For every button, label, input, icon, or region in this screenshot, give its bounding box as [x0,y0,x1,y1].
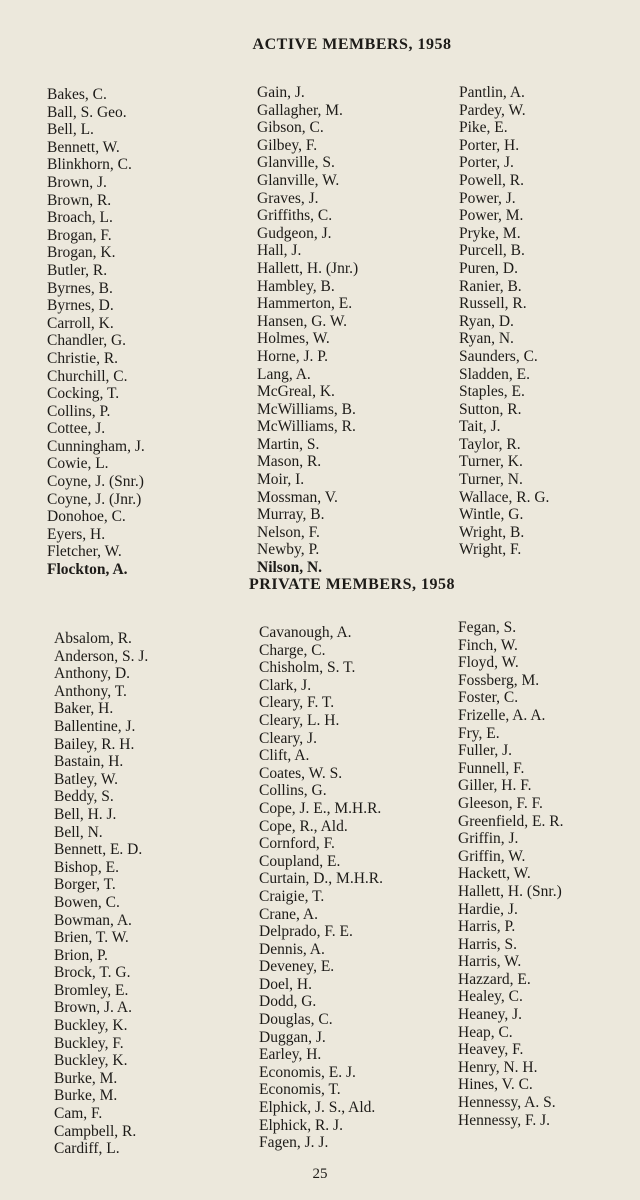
member-name: Wintle, G. [459,506,524,524]
member-name: Ryan, N. [459,330,514,348]
active-members-column-1 [47,86,145,579]
member-name: Cope, R., Ald. [259,817,348,835]
member-name: Healey, C. [458,988,523,1006]
member-name: Nilson, N. [257,559,323,577]
member-name: Elphick, J. S., Ald. [259,1099,376,1117]
active-members-heading: ACTIVE MEMBERS, 1958 [252,36,452,53]
member-name: Cleary, J. [259,729,317,747]
member-name: Hazzard, E. [458,970,531,988]
active-members-column-2 [257,84,358,577]
member-name: Turner, K. [459,453,523,471]
member-name: Coupland, E. [259,852,341,870]
member-name: Buckley, F. [54,1034,124,1052]
member-name: Lang, A. [257,365,311,383]
member-name: Gleeson, F. F. [458,794,543,812]
member-name: Delprado, F. E. [259,923,353,941]
member-name: Heap, C. [458,1023,513,1041]
member-name: Fagen, J. J. [259,1134,329,1152]
member-name: Griffin, J. [458,830,519,848]
member-name: Buckley, K. [54,1052,128,1070]
member-name: Crane, A. [259,905,318,923]
member-name: Coates, W. S. [259,764,343,782]
member-name: Charge, C. [259,641,326,659]
member-name: Graves, J. [257,189,319,207]
member-name: Doel, H. [259,975,312,993]
member-name: Porter, H. [459,136,520,154]
member-name: Pardey, W. [459,101,526,119]
member-name: Harris, W. [458,953,522,971]
member-name: Buckley, K. [54,1017,128,1035]
member-name: Hall, J. [257,242,302,260]
member-name: Duggan, J. [259,1028,326,1046]
member-name: Gilbey, F. [257,136,318,154]
member-name: Cardiff, L. [54,1140,120,1158]
member-name: Cleary, L. H. [259,711,340,729]
member-name: Staples, E. [459,383,525,401]
member-name: Giller, H. F. [458,777,532,795]
member-name: Cottee, J. [47,420,106,438]
member-name: Cavanough, A. [259,624,352,641]
member-name: Batley, W. [54,770,119,788]
member-name: Clift, A. [259,747,310,765]
member-name: Hambley, B. [257,277,335,295]
member-name: Bishop, E. [54,858,120,876]
member-name: Bell, N. [54,823,103,841]
member-name: Fry, E. [458,724,500,742]
member-name: Earley, H. [259,1046,322,1064]
member-name: Anthony, T. [54,682,127,700]
member-name: Fossberg, M. [458,671,540,689]
member-name: Henry, N. H. [458,1058,538,1076]
member-name: Pantlin, A. [459,84,525,101]
member-name: Collins, G. [259,782,327,800]
member-name: Hackett, W. [458,865,531,883]
member-name: Christie, R. [47,349,119,367]
member-name: Craigie, T. [259,887,325,905]
member-name: Bowman, A. [54,911,132,929]
member-name: Newby, P. [257,541,320,559]
member-name: Cunningham, J. [47,437,145,455]
member-name: Ball, S. Geo. [47,103,127,121]
member-name: Churchill, C. [47,367,128,385]
member-name: Wallace, R. G. [459,488,550,506]
member-name: Curtain, D., M.H.R. [259,870,383,888]
member-name: Saunders, C. [459,347,538,365]
member-name: Fuller, J. [458,742,513,760]
member-name: Gallagher, M. [257,101,343,119]
member-name: Burke, M. [54,1069,118,1087]
member-name: Russell, R. [459,295,527,313]
member-name: Bell, H. J. [54,805,117,823]
member-name: Cocking, T. [47,385,120,403]
member-name: Taylor, R. [459,435,521,453]
member-name: Baker, H. [54,700,114,718]
member-name: Anthony, D. [54,665,131,683]
member-name: Byrnes, B. [47,279,113,297]
member-name: Economis, E. J. [259,1063,356,1081]
member-name: Mossman, V. [257,488,338,506]
member-name: Glanville, W. [257,171,340,189]
member-name: Ballentine, J. [54,717,136,735]
member-name: Gibson, C. [257,119,324,137]
member-name: Campbell, R. [54,1122,137,1140]
member-name: Pike, E. [459,119,508,137]
member-name: Broach, L. [47,209,113,227]
member-name: Pryke, M. [459,224,521,242]
member-name: Hennessy, F. J. [458,1111,551,1129]
member-name: Brown, J. [47,173,107,191]
member-name: Chandler, G. [47,332,127,350]
member-name: Flockton, A. [47,561,128,579]
member-name: Bromley, E. [54,981,129,999]
member-name: Hammerton, E. [257,295,353,313]
member-name: Cope, J. E., M.H.R. [259,799,382,817]
member-name: Horne, J. P. [257,347,329,365]
member-name: Holmes, W. [257,330,330,348]
member-name: Gain, J. [257,84,305,101]
member-name: Funnell, F. [458,759,525,777]
member-name: Brock, T. G. [54,964,131,982]
member-name: Hallett, H. (Jnr.) [257,259,359,277]
member-name: Eyers, H. [47,525,106,543]
member-name: Hennessy, A. S. [458,1094,556,1112]
member-name: Borger, T. [54,876,116,894]
member-name: Murray, B. [257,506,325,524]
member-name: Collins, P. [47,402,111,420]
member-name: McWilliams, R. [257,418,356,436]
member-name: Ranier, B. [459,277,522,295]
member-name: Carroll, K. [47,314,114,332]
member-name: Brogan, F. [47,226,112,244]
member-name: Hansen, G. W. [257,312,347,330]
member-name: Martin, S. [257,435,320,453]
member-name: Dennis, A. [259,940,325,958]
member-name: Nelson, F. [257,523,320,541]
member-name: Bakes, C. [47,86,107,103]
member-name: Economis, T. [259,1081,341,1099]
member-name: Moir, I. [257,471,305,489]
member-name: Bennett, W. [47,138,120,156]
member-name: Blinkhorn, C. [47,156,132,174]
member-name: Wright, B. [459,523,525,541]
member-name: Bennett, E. D. [54,841,143,859]
active-members-column-3 [459,84,549,559]
member-name: Powell, R. [459,171,525,189]
member-name: Heaney, J. [458,1006,522,1024]
member-name: Clark, J. [259,676,312,694]
member-name: Turner, N. [459,471,523,489]
member-name: Ryan, D. [459,312,514,330]
member-name: Wright, F. [459,541,522,559]
member-name: Butler, R. [47,261,108,279]
member-name: Porter, J. [459,154,514,172]
member-name: Cornford, F. [259,835,335,853]
member-name: Chisholm, S. T. [259,659,356,677]
member-name: Purcell, B. [459,242,525,260]
private-members-heading: PRIVATE MEMBERS, 1958 [249,576,455,593]
member-name: Griffin, W. [458,847,526,865]
member-name: Floyd, W. [458,654,519,672]
member-name: Brown, J. A. [54,999,132,1017]
member-name: Sladden, E. [459,365,531,383]
member-name: Harris, S. [458,935,517,953]
member-name: Tait, J. [459,418,501,436]
member-name: Coyne, J. (Snr.) [47,473,144,491]
member-name: Bailey, R. H. [54,735,135,753]
member-name: Bastain, H. [54,753,124,771]
member-name: Mason, R. [257,453,322,471]
member-name: Douglas, C. [259,1011,333,1029]
member-name: Brion, P. [54,946,108,964]
member-name: Hines, V. C. [458,1076,533,1094]
member-name: Deveney, E. [259,958,335,976]
member-name: Cleary, F. T. [259,694,335,712]
member-name: Griffiths, C. [257,207,333,225]
member-name: Elphick, R. J. [259,1116,343,1134]
member-name: Anderson, S. J. [54,647,149,665]
member-name: Greenfield, E. R. [458,812,564,830]
member-name: Glanville, S. [257,154,335,172]
member-name: Burke, M. [54,1087,118,1105]
member-name: Cam, F. [54,1105,103,1123]
page-number: 25 [312,1166,328,1182]
member-name: Fletcher, W. [47,543,122,561]
member-name: Power, M. [459,207,524,225]
member-name: Power, J. [459,189,516,207]
member-name: Absalom, R. [54,630,132,647]
member-name: Donohoe, C. [47,508,126,526]
member-name: Sutton, R. [459,400,522,418]
member-name: Harris, P. [458,918,516,936]
member-name: Brown, R. [47,191,112,209]
member-name: Puren, D. [459,259,518,277]
private-members-column-2 [259,624,383,1152]
member-name: Gudgeon, J. [257,224,332,242]
private-members-column-3 [458,619,563,1129]
member-name: Beddy, S. [54,788,114,806]
member-name: McWilliams, B. [257,400,356,418]
member-name: Brien, T. W. [54,929,129,947]
member-name: Cowie, L. [47,455,109,473]
member-name: Finch, W. [458,636,518,654]
member-name: Dodd, G. [259,993,317,1011]
member-name: Hardie, J. [458,900,518,918]
member-name: Heavey, F. [458,1041,524,1059]
member-name: McGreal, K. [257,383,335,401]
member-name: Coyne, J. (Jnr.) [47,490,142,508]
member-name: Brogan, K. [47,244,116,262]
member-name: Foster, C. [458,689,519,707]
member-name: Byrnes, D. [47,297,114,315]
member-name: Hallett, H. (Snr.) [458,882,562,900]
member-name: Frizelle, A. A. [458,706,546,724]
member-name: Bell, L. [47,121,94,139]
private-members-column-1 [54,630,148,1158]
member-name: Bowen, C. [54,893,120,911]
member-name: Fegan, S. [458,619,517,636]
